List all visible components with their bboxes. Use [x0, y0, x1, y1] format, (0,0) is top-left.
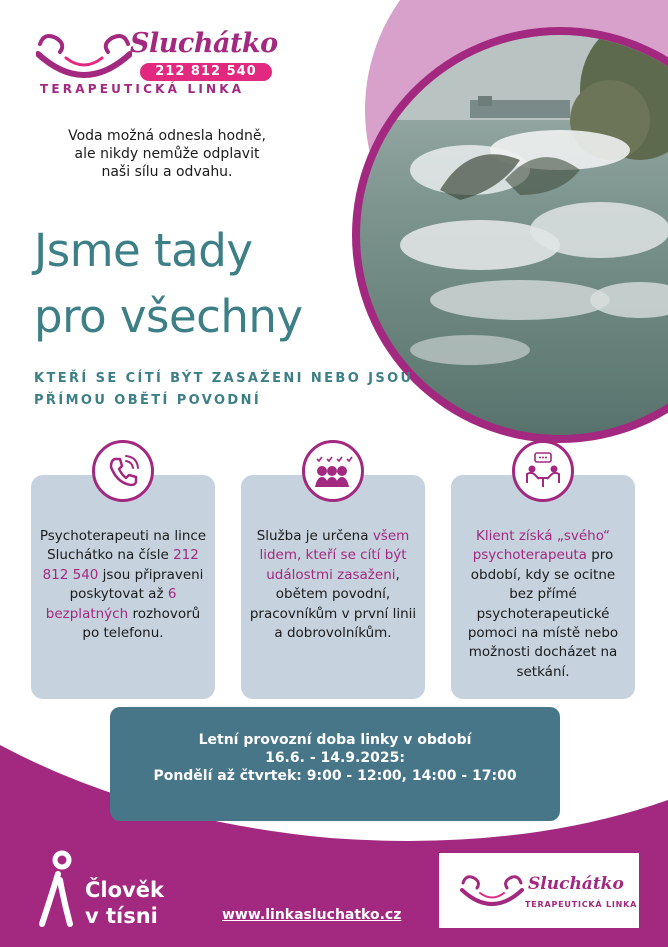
- subheadline-line1: KTEŘÍ SE CÍTÍ BÝT ZASAŽENI NEBO JSOU: [34, 371, 414, 386]
- footer-logo-mark-icon: [460, 874, 524, 910]
- phone-icon: [92, 440, 154, 502]
- clovek-v-tisni-logo-icon: [36, 850, 78, 930]
- card-text: Psychoterapeuti na lince Sluchátko na čísle 212 812 540 jsou připraveni poskytovat až 6 bezplatných rozhovorů po telefonu.: [39, 528, 207, 642]
- meeting-icon: [512, 440, 574, 502]
- footer-logo-name: Sluchátko: [528, 874, 624, 894]
- info-card-phone: [31, 475, 215, 699]
- logo-phone: 212 812 540: [140, 63, 272, 81]
- card-text: Klient získá „svého“ psychoterapeuta pro období, kdy se ocitne bez přímé psychoterapeutické pomoci na místě nebo možnosti docházet na setkání.: [467, 528, 619, 680]
- card-text: Služba je určena všem lidem, kteří se cítí být událostmi zasaženi, obětem povodní, pracovníkům v první linii a dobrovolníkům.: [249, 528, 417, 642]
- hours-line1: Letní provozní doba linky v období: [198, 732, 472, 748]
- headline-line2: pro všechny: [34, 290, 303, 343]
- partner-name: Člověk v tísni: [85, 878, 164, 928]
- hours-line3: Pondělí až čtvrtek: 9:00 - 12:00, 14:00 - 17:00: [153, 768, 517, 784]
- logo-mark-icon: [36, 32, 132, 82]
- logo-name: Sluchátko: [130, 28, 278, 59]
- intro-text: Voda možná odnesla hodně, ale nikdy nemůže odplavit naši sílu a odvahu.: [68, 128, 266, 180]
- info-card-meeting: [451, 475, 635, 699]
- logo-subtitle: TERAPEUTICKÁ LINKA: [40, 82, 245, 96]
- website-link[interactable]: www.linkasluchatko.cz: [222, 907, 402, 923]
- operating-hours-box: [110, 707, 560, 821]
- subheadline-line2: PŘÍMOU OBĚTÍ POVODNÍ: [34, 393, 262, 408]
- phone-number: 212 812 540: [42, 547, 199, 583]
- footer-logo-subtitle: TERAPEUTICKÁ LINKA: [525, 900, 638, 909]
- headline-line1: Jsme tady: [34, 224, 253, 277]
- subheadline: [34, 368, 414, 412]
- info-card-people: [241, 475, 425, 699]
- people-icon: [302, 440, 364, 502]
- hours-line2: 16.6. - 14.9.2025:: [265, 750, 405, 766]
